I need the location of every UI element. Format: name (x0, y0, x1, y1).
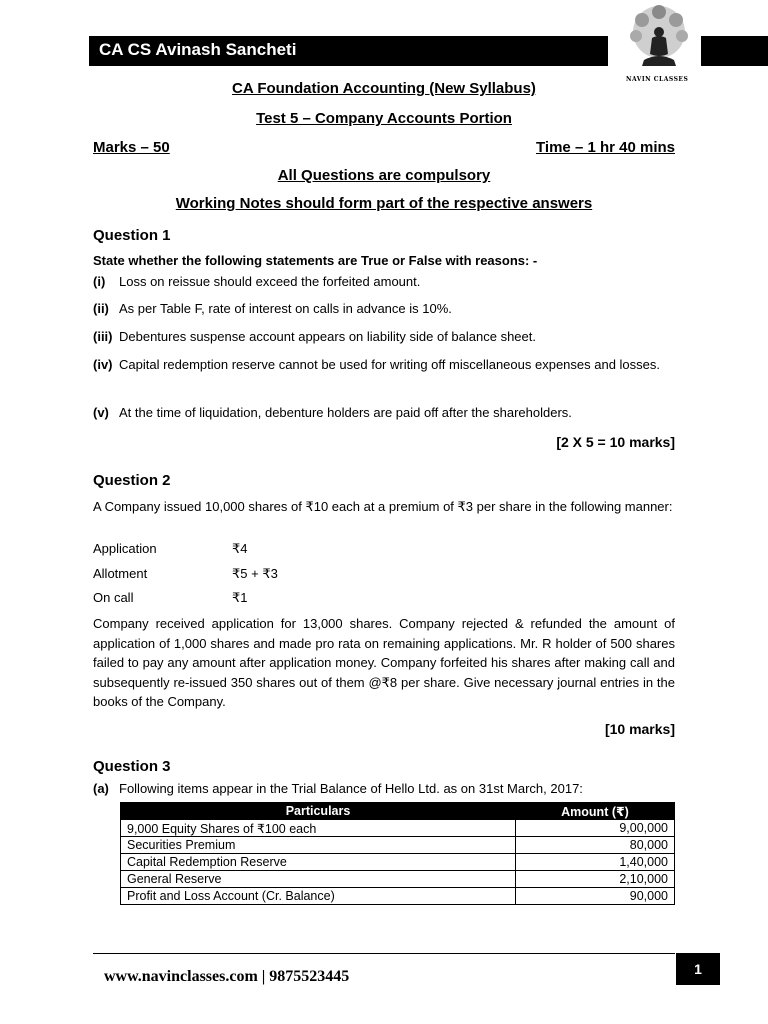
time-label: Time – 1 hr 40 mins (536, 139, 675, 156)
test-title: Test 5 – Company Accounts Portion (256, 110, 512, 127)
header-title: CA CS Avinash Sancheti (99, 40, 297, 59)
q1-item-text: As per Table F, rate of interest on calls in advance is 10%. (119, 301, 452, 316)
q1-heading: Question 1 (93, 227, 171, 244)
header-right-block (701, 36, 768, 66)
footer-contact: www.navinclasses.com | 9875523445 (104, 968, 350, 985)
working-notes-note: Working Notes should form part of the respective answers (175, 195, 593, 212)
compulsory-note: All Questions are compulsory (277, 167, 491, 184)
q1-item-num: (i) (93, 274, 106, 289)
q1-item-text: At the time of liquidation, debenture holders are paid off after the shareholders. (119, 405, 572, 420)
table-row (121, 837, 675, 854)
page-number: 1 (676, 953, 720, 985)
table-cell-particular: Profit and Loss Account (Cr. Balance) (121, 888, 516, 905)
q2-marks: [10 marks] (604, 721, 675, 737)
table-header-amount: Amount (₹) (516, 803, 675, 820)
table-row (121, 854, 675, 871)
trial-balance-table (120, 802, 675, 905)
q1-item-num: (v) (93, 405, 109, 420)
q1-item-num: (ii) (93, 301, 109, 316)
q2-call-label: Application (93, 541, 157, 556)
table-cell-particular: General Reserve (121, 871, 516, 888)
doc-title: CA Foundation Accounting (New Syllabus) (232, 80, 536, 97)
table-cell-particular: 9,000 Equity Shares of ₹100 each (121, 820, 516, 837)
table-cell-amount: 1,40,000 (516, 854, 675, 871)
table-row (121, 888, 675, 905)
q2-call-value: ₹5 + ₹3 (232, 566, 278, 581)
table-cell-amount: 90,000 (516, 888, 675, 905)
q2-heading: Question 2 (93, 472, 171, 489)
footer-rule (93, 953, 675, 954)
table-header-particulars: Particulars (121, 803, 516, 820)
buddha-logo-icon (622, 2, 696, 84)
q1-item-text: Capital redemption reserve cannot be used for writing off miscellaneous expenses and losses. (119, 357, 661, 372)
table-row (121, 871, 675, 888)
table-cell-amount: 9,00,000 (516, 820, 675, 837)
table-header-row (121, 803, 675, 820)
table-row (121, 820, 675, 837)
q2-body: Company received application for 13,000 shares. Company rejected & refunded the amount of application of 1,000 shares and made pro rata on remaining applications. Mr. R holder of 500 shares failed to pay any amount after application money. Company forfeited his shares after making call and subsequently re-issued 350 shares out of them @₹8 per share. Give necessary journal entries in the books of the Company. (93, 616, 675, 710)
table-cell-particular: Capital Redemption Reserve (121, 854, 516, 871)
q2-call-value: ₹4 (232, 541, 248, 556)
q1-marks: [2 X 5 = 10 marks] (556, 434, 675, 450)
logo-text: NAVIN CLASSES (626, 76, 689, 83)
q1-item-text: Debentures suspense account appears on liability side of balance sheet. (119, 329, 536, 344)
q1-item-text: Loss on reissue should exceed the forfeited amount. (119, 274, 421, 289)
table-cell-amount: 80,000 (516, 837, 675, 854)
q2-call-label: Allotment (93, 566, 148, 581)
q3-part-label: (a) (93, 781, 109, 796)
q3-intro: Following items appear in the Trial Balance of Hello Ltd. as on 31st March, 2017: (119, 781, 583, 796)
table-cell-amount: 2,10,000 (516, 871, 675, 888)
q1-instruction: State whether the following statements are True or False with reasons: - (93, 253, 538, 268)
marks-label: Marks – 50 (93, 139, 170, 156)
table-cell-particular: Securities Premium (121, 837, 516, 854)
q3-heading: Question 3 (93, 758, 171, 775)
q1-item-num: (iv) (93, 357, 113, 372)
q2-call-label: On call (93, 590, 134, 605)
q2-intro: A Company issued 10,000 shares of ₹10 each at a premium of ₹3 per share in the following manner: (93, 499, 673, 514)
q1-item-num: (iii) (93, 329, 113, 344)
q2-call-value: ₹1 (232, 590, 248, 605)
